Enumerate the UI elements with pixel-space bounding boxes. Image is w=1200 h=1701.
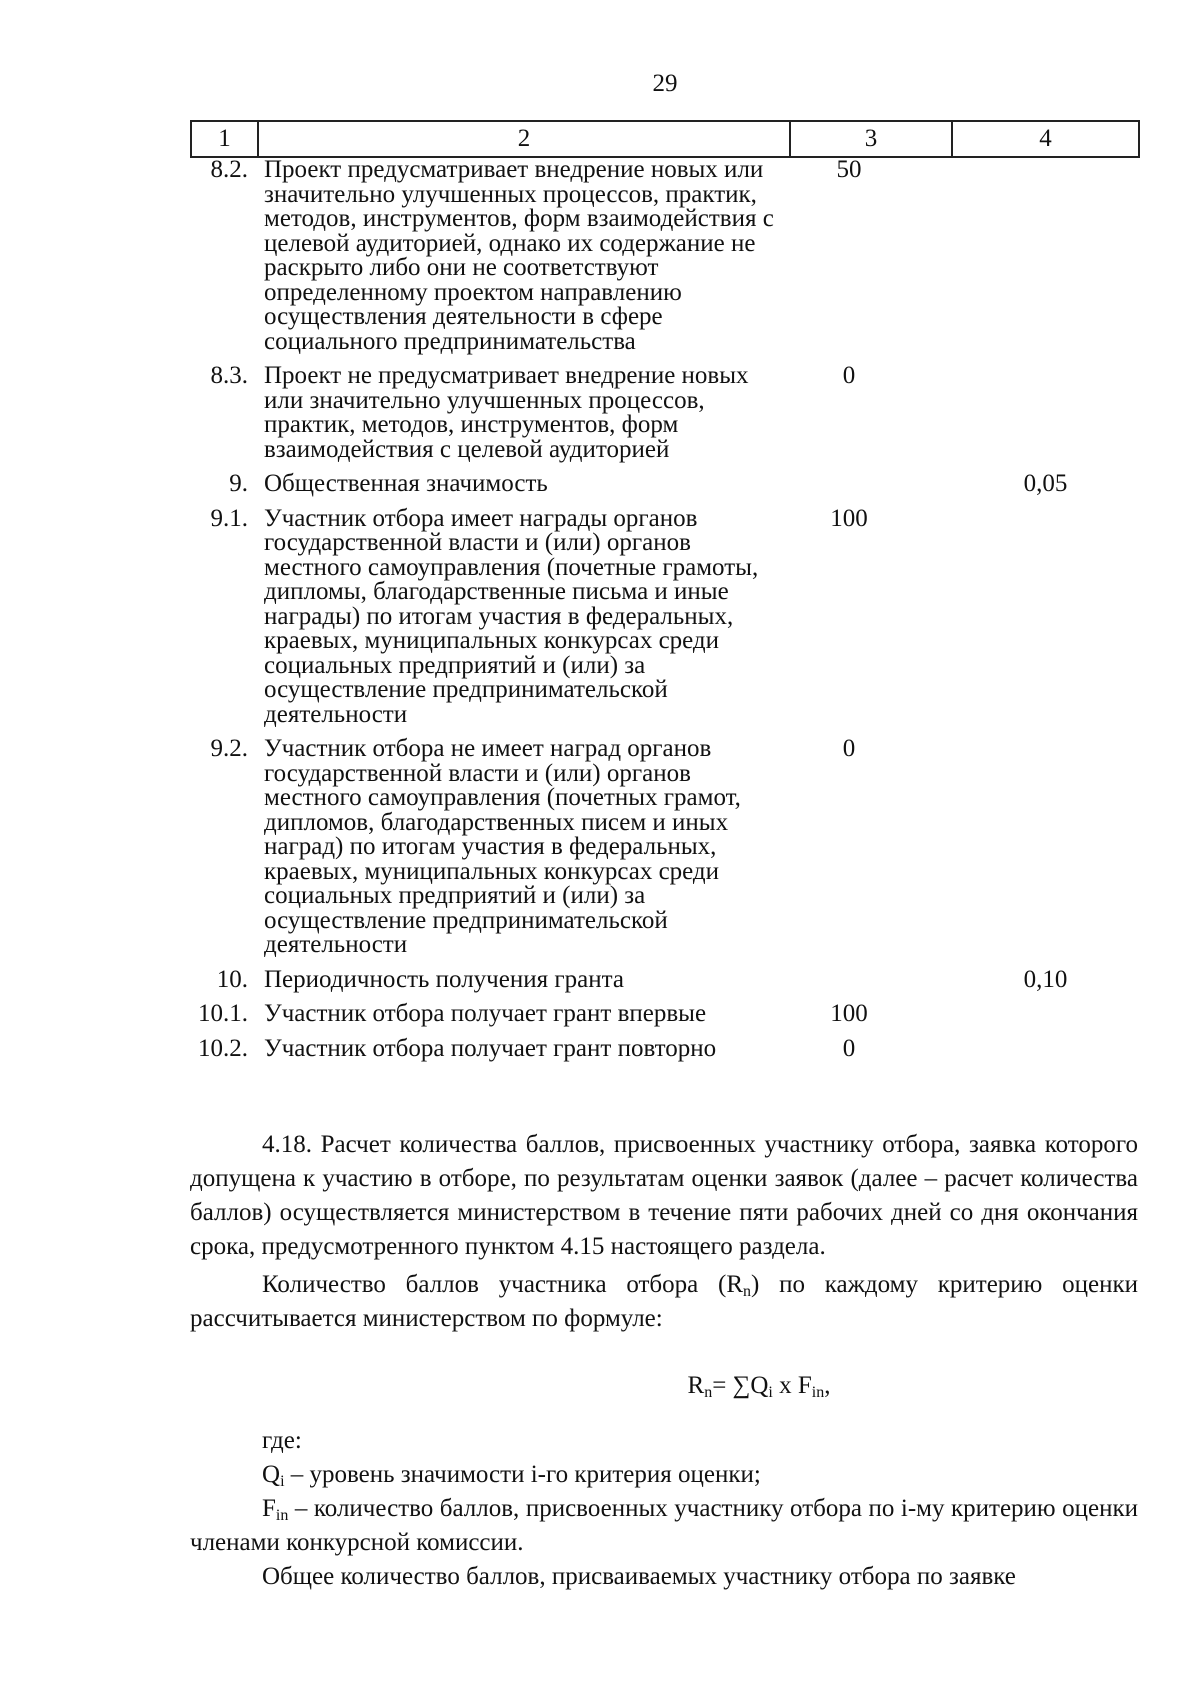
- row-number: 10.1.: [198, 1000, 248, 1027]
- table-row: [191, 472, 1139, 507]
- header-col-4: 4: [952, 121, 1139, 157]
- row-weight: [952, 157, 1139, 364]
- total-score-paragraph: Общее количество баллов, присваиваемых участнику отбора по заявке: [262, 1563, 1016, 1590]
- table-row: [191, 1037, 1139, 1072]
- formula-x-f: x F: [772, 1372, 812, 1399]
- criteria-table: [190, 120, 1140, 1071]
- rn-intro-after: ) по каждому критерию оценки рассчитывается министерством по формуле:: [190, 1271, 1138, 1332]
- row-score: [790, 472, 952, 507]
- definitions-block: [190, 1424, 1138, 1594]
- table-row: [191, 737, 1139, 968]
- row-number: 10.: [216, 965, 248, 993]
- row-score: [790, 968, 952, 1003]
- header-col-3: 3: [790, 121, 952, 157]
- formula-sum-q: = ∑Q: [712, 1372, 769, 1399]
- row-weight: [952, 364, 1139, 472]
- f-def-sub: in: [275, 1507, 289, 1524]
- table-row: [191, 968, 1139, 1003]
- formula-f-sub: in: [811, 1384, 825, 1401]
- row-score: 0: [842, 1034, 856, 1062]
- row-number: 9.2.: [210, 735, 248, 762]
- header-col-2: 2: [258, 121, 790, 157]
- table-row: [191, 507, 1139, 738]
- formula: [190, 1372, 1138, 1400]
- table-header: [191, 121, 1139, 157]
- f-def-symbol: F: [262, 1495, 276, 1522]
- table-body: [191, 157, 1139, 1071]
- page-number: 29: [652, 70, 678, 97]
- formula-r: R: [687, 1372, 705, 1399]
- row-criterion-text: Общественная значимость: [264, 470, 548, 497]
- row-score: 100: [830, 504, 868, 532]
- row-weight: 0,10: [1023, 965, 1068, 993]
- row-score: 50: [836, 156, 862, 183]
- table-row: [191, 157, 1139, 364]
- row-number: 10.2.: [198, 1034, 248, 1062]
- formula-r-sub: n: [704, 1384, 713, 1401]
- paragraph-rn-intro: [190, 1268, 1138, 1336]
- row-score: 100: [830, 1000, 868, 1027]
- table-row: [191, 1002, 1139, 1037]
- rn-intro-sub: n: [743, 1283, 752, 1300]
- row-score: 0: [842, 735, 856, 762]
- formula-end: ,: [824, 1372, 831, 1399]
- row-weight: [952, 507, 1139, 738]
- row-criterion-text: Участник отбора не имеет наград органов государственной власти и (или) органов местного самоуправления (почетных грамот, дипломов, благодарственных писем и иных наград) по итогам участия в федеральных, краевых, муниципальных конкурсах среди социальных предприятий и (или) за осуществление предпринимательской деятельности: [264, 735, 741, 958]
- formula-q-sub: i: [768, 1384, 773, 1401]
- row-weight: [952, 1002, 1139, 1037]
- header-col-1: 1: [191, 121, 258, 157]
- row-criterion-text: Участник отбора получает грант впервые: [264, 1000, 707, 1027]
- q-def-text: – уровень значимости i-го критерия оценки;: [284, 1461, 761, 1488]
- paragraph-4-18-block: [190, 1128, 1138, 1336]
- row-weight: 0,05: [1023, 470, 1068, 497]
- row-number: 9.1.: [210, 504, 248, 532]
- row-criterion-text: Проект предусматривает внедрение новых или значительно улучшенных процессов, практик, методов, инструментов, форм взаимодействия с целевой аудиторией, однако их содержание не раскрыто либо они не соответствуют определенному проектом направлению осуществления деятельности в сфере социального предпринимательства: [264, 156, 774, 355]
- where-label: где:: [262, 1427, 302, 1454]
- row-number: 8.3.: [210, 362, 248, 389]
- q-definition: [190, 1458, 1138, 1492]
- row-weight: [952, 737, 1139, 968]
- row-weight: [952, 1037, 1139, 1072]
- q-def-sub: i: [280, 1473, 285, 1490]
- row-criterion-text: Участник отбора имеет награды органов государственной власти и (или) органов местного самоуправления (почетные грамоты, дипломы, благодарственные письма и иные награды) по итогам участия в федеральных, краевых, муниципальных конкурсах среди социальных предприятий и (или) за осуществление предпринимательской деятельности: [264, 504, 759, 728]
- f-def-text: – количество баллов, присвоенных участнику отбора по i-му критерию оценки членами конкурсной комиссии.: [190, 1495, 1138, 1556]
- table-row: [191, 364, 1139, 472]
- row-number: 9.: [229, 470, 248, 497]
- row-criterion-text: Участник отбора получает грант повторно: [264, 1034, 717, 1062]
- row-number: 8.2.: [210, 156, 248, 183]
- row-criterion-text: Периодичность получения гранта: [264, 965, 624, 993]
- rn-intro-before: Количество баллов участника отбора (R: [262, 1271, 744, 1298]
- row-criterion-text: Проект не предусматривает внедрение новых или значительно улучшенных процессов, практик, методов, инструментов, форм взаимодействия с целевой аудиторией: [264, 362, 749, 463]
- paragraph-4-18: 4.18. Расчет количества баллов, присвоенных участнику отбора, заявка которого допущена к участию в отборе, по результатам оценки заявок (далее – расчет количества баллов) осуществляется министерством в течение пяти рабочих дней со дня окончания срока, предусмотренного пунктом 4.15 настоящего раздела.: [190, 1131, 1138, 1260]
- f-definition: [190, 1492, 1138, 1560]
- row-score: 0: [842, 362, 856, 389]
- q-def-symbol: Q: [262, 1461, 281, 1488]
